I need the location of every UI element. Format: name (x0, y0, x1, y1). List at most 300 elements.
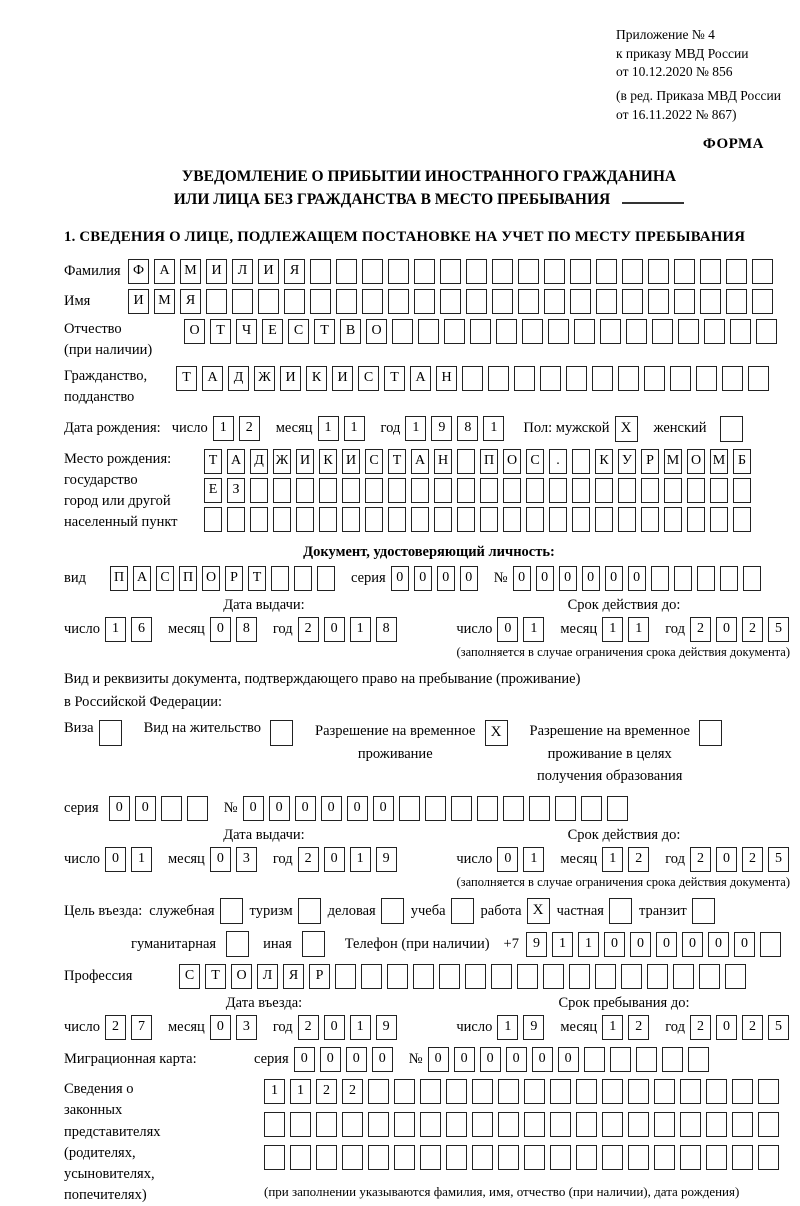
char-cell[interactable] (204, 507, 222, 532)
char-cell[interactable] (294, 566, 312, 591)
char-cell[interactable]: 0 (105, 847, 126, 872)
char-cell[interactable] (596, 259, 617, 284)
char-cell[interactable]: 0 (559, 566, 577, 591)
char-cell[interactable]: 1 (578, 932, 599, 957)
char-cell[interactable]: 0 (582, 566, 600, 591)
char-cell[interactable]: 0 (346, 1047, 367, 1072)
char-cell[interactable]: 0 (532, 1047, 553, 1072)
char-cell[interactable]: 1 (350, 1015, 371, 1040)
char-cell[interactable] (664, 478, 682, 503)
char-cell[interactable] (524, 1145, 545, 1170)
char-cell[interactable] (687, 507, 705, 532)
char-cell[interactable] (730, 319, 751, 344)
char-cell[interactable] (310, 289, 331, 314)
char-cell[interactable]: 8 (236, 617, 257, 642)
char-cell[interactable]: 2 (742, 617, 763, 642)
char-cell[interactable]: 1 (628, 617, 649, 642)
char-cell[interactable]: Р (641, 449, 659, 474)
char-cell[interactable]: С (288, 319, 309, 344)
char-cell[interactable]: И (128, 289, 149, 314)
char-cell[interactable]: З (227, 478, 245, 503)
char-cell[interactable] (526, 507, 544, 532)
char-cell[interactable]: 2 (239, 416, 260, 441)
char-cell[interactable] (621, 964, 642, 989)
char-cell[interactable]: 0 (243, 796, 264, 821)
char-cell[interactable]: 0 (558, 1047, 579, 1072)
char-cell[interactable] (492, 259, 513, 284)
char-cell[interactable] (388, 478, 406, 503)
char-cell[interactable] (756, 319, 777, 344)
char-cell[interactable] (518, 259, 539, 284)
char-cell[interactable] (316, 1145, 337, 1170)
char-cell[interactable] (466, 259, 487, 284)
char-cell[interactable]: 7 (131, 1015, 152, 1040)
char-cell[interactable] (674, 566, 692, 591)
char-cell[interactable] (733, 478, 751, 503)
char-cell[interactable] (394, 1079, 415, 1104)
char-cell[interactable] (566, 366, 587, 391)
char-cell[interactable] (678, 319, 699, 344)
char-cell[interactable] (654, 1112, 675, 1137)
char-cell[interactable] (596, 289, 617, 314)
char-cell[interactable]: 9 (526, 932, 547, 957)
char-cell[interactable] (446, 1145, 467, 1170)
char-cell[interactable]: 2 (690, 617, 711, 642)
char-cell[interactable] (572, 507, 590, 532)
char-cell[interactable] (361, 964, 382, 989)
char-cell[interactable] (569, 964, 590, 989)
char-cell[interactable]: 0 (135, 796, 156, 821)
char-cell[interactable]: 2 (316, 1079, 337, 1104)
char-cell[interactable]: 0 (294, 1047, 315, 1072)
char-cell[interactable] (480, 507, 498, 532)
char-cell[interactable] (362, 289, 383, 314)
char-cell[interactable]: 2 (628, 847, 649, 872)
char-cell[interactable] (651, 566, 669, 591)
char-cell[interactable] (498, 1079, 519, 1104)
char-cell[interactable] (752, 259, 773, 284)
char-cell[interactable] (700, 259, 721, 284)
char-cell[interactable] (572, 449, 590, 474)
char-cell[interactable]: О (687, 449, 705, 474)
char-cell[interactable]: 1 (483, 416, 504, 441)
char-cell[interactable]: О (184, 319, 205, 344)
char-cell[interactable]: Р (225, 566, 243, 591)
char-cell[interactable] (342, 507, 360, 532)
char-cell[interactable]: Т (210, 319, 231, 344)
char-cell[interactable] (336, 259, 357, 284)
char-cell[interactable]: 9 (376, 1015, 397, 1040)
char-cell[interactable] (365, 478, 383, 503)
char-cell[interactable] (628, 1112, 649, 1137)
char-cell[interactable]: 1 (602, 847, 623, 872)
sex-male-checkbox[interactable]: X (615, 416, 638, 442)
char-cell[interactable] (488, 366, 509, 391)
char-cell[interactable]: Ф (128, 259, 149, 284)
char-cell[interactable]: И (296, 449, 314, 474)
char-cell[interactable]: Р (309, 964, 330, 989)
char-cell[interactable]: 0 (210, 847, 231, 872)
purpose-humanitarian-checkbox[interactable] (226, 931, 249, 957)
char-cell[interactable] (544, 259, 565, 284)
char-cell[interactable]: Т (248, 566, 266, 591)
char-cell[interactable] (710, 507, 728, 532)
char-cell[interactable]: 0 (321, 796, 342, 821)
char-cell[interactable]: 0 (497, 847, 518, 872)
purpose-official-checkbox[interactable] (220, 898, 243, 924)
char-cell[interactable] (491, 964, 512, 989)
char-cell[interactable] (752, 289, 773, 314)
char-cell[interactable] (696, 366, 717, 391)
char-cell[interactable] (472, 1079, 493, 1104)
char-cell[interactable] (362, 259, 383, 284)
char-cell[interactable] (732, 1079, 753, 1104)
char-cell[interactable] (710, 478, 728, 503)
char-cell[interactable] (592, 366, 613, 391)
char-cell[interactable] (540, 366, 561, 391)
char-cell[interactable] (595, 507, 613, 532)
char-cell[interactable]: 2 (298, 617, 319, 642)
char-cell[interactable]: 2 (298, 847, 319, 872)
char-cell[interactable] (743, 566, 761, 591)
char-cell[interactable]: А (227, 449, 245, 474)
char-cell[interactable] (550, 1079, 571, 1104)
char-cell[interactable] (477, 796, 498, 821)
char-cell[interactable]: 0 (109, 796, 130, 821)
char-cell[interactable]: 1 (213, 416, 234, 441)
char-cell[interactable] (549, 507, 567, 532)
char-cell[interactable] (680, 1145, 701, 1170)
char-cell[interactable] (626, 319, 647, 344)
char-cell[interactable]: . (549, 449, 567, 474)
char-cell[interactable] (555, 796, 576, 821)
char-cell[interactable] (654, 1079, 675, 1104)
char-cell[interactable] (457, 478, 475, 503)
char-cell[interactable] (342, 1145, 363, 1170)
char-cell[interactable]: 0 (630, 932, 651, 957)
char-cell[interactable]: 0 (269, 796, 290, 821)
char-cell[interactable] (271, 566, 289, 591)
char-cell[interactable] (602, 1079, 623, 1104)
char-cell[interactable]: 0 (716, 617, 737, 642)
char-cell[interactable]: 1 (350, 847, 371, 872)
char-cell[interactable] (368, 1112, 389, 1137)
char-cell[interactable] (457, 449, 475, 474)
char-cell[interactable] (342, 478, 360, 503)
char-cell[interactable] (758, 1145, 779, 1170)
char-cell[interactable]: 0 (716, 1015, 737, 1040)
char-cell[interactable] (529, 796, 550, 821)
char-cell[interactable] (462, 366, 483, 391)
char-cell[interactable] (388, 259, 409, 284)
char-cell[interactable]: 0 (428, 1047, 449, 1072)
char-cell[interactable]: О (231, 964, 252, 989)
char-cell[interactable] (472, 1145, 493, 1170)
char-cell[interactable] (680, 1112, 701, 1137)
char-cell[interactable]: П (110, 566, 128, 591)
char-cell[interactable]: 1 (350, 617, 371, 642)
char-cell[interactable] (472, 1112, 493, 1137)
char-cell[interactable] (648, 259, 669, 284)
char-cell[interactable] (526, 478, 544, 503)
char-cell[interactable] (498, 1145, 519, 1170)
char-cell[interactable]: 1 (344, 416, 365, 441)
char-cell[interactable]: 1 (131, 847, 152, 872)
char-cell[interactable]: П (179, 566, 197, 591)
char-cell[interactable]: Т (384, 366, 405, 391)
char-cell[interactable]: 0 (391, 566, 409, 591)
char-cell[interactable] (550, 1112, 571, 1137)
char-cell[interactable]: О (202, 566, 220, 591)
char-cell[interactable]: 1 (497, 1015, 518, 1040)
char-cell[interactable] (674, 289, 695, 314)
char-cell[interactable] (706, 1145, 727, 1170)
char-cell[interactable] (732, 1145, 753, 1170)
char-cell[interactable] (628, 1145, 649, 1170)
char-cell[interactable] (264, 1145, 285, 1170)
char-cell[interactable] (574, 319, 595, 344)
char-cell[interactable] (319, 478, 337, 503)
char-cell[interactable] (706, 1079, 727, 1104)
char-cell[interactable]: И (332, 366, 353, 391)
char-cell[interactable] (296, 478, 314, 503)
char-cell[interactable] (319, 507, 337, 532)
char-cell[interactable] (434, 478, 452, 503)
char-cell[interactable] (726, 259, 747, 284)
char-cell[interactable] (576, 1112, 597, 1137)
char-cell[interactable] (673, 964, 694, 989)
char-cell[interactable] (503, 507, 521, 532)
char-cell[interactable]: 0 (536, 566, 554, 591)
char-cell[interactable]: 0 (372, 1047, 393, 1072)
char-cell[interactable]: 0 (324, 847, 345, 872)
char-cell[interactable]: С (365, 449, 383, 474)
char-cell[interactable]: 8 (457, 416, 478, 441)
char-cell[interactable] (440, 289, 461, 314)
char-cell[interactable] (576, 1079, 597, 1104)
purpose-study-checkbox[interactable] (451, 898, 474, 924)
char-cell[interactable] (524, 1112, 545, 1137)
char-cell[interactable]: Т (176, 366, 197, 391)
char-cell[interactable] (524, 1079, 545, 1104)
char-cell[interactable]: Ж (254, 366, 275, 391)
char-cell[interactable] (434, 507, 452, 532)
char-cell[interactable]: К (306, 366, 327, 391)
char-cell[interactable] (446, 1112, 467, 1137)
char-cell[interactable]: 0 (497, 617, 518, 642)
char-cell[interactable] (722, 366, 743, 391)
char-cell[interactable]: 0 (324, 617, 345, 642)
char-cell[interactable] (548, 319, 569, 344)
char-cell[interactable] (296, 507, 314, 532)
char-cell[interactable]: С (526, 449, 544, 474)
char-cell[interactable]: Л (232, 259, 253, 284)
char-cell[interactable] (699, 964, 720, 989)
char-cell[interactable] (187, 796, 208, 821)
char-cell[interactable] (636, 1047, 657, 1072)
char-cell[interactable]: Б (733, 449, 751, 474)
char-cell[interactable] (273, 507, 291, 532)
char-cell[interactable] (440, 259, 461, 284)
char-cell[interactable] (399, 796, 420, 821)
char-cell[interactable] (425, 796, 446, 821)
purpose-transit-checkbox[interactable] (692, 898, 715, 924)
char-cell[interactable]: У (618, 449, 636, 474)
char-cell[interactable]: М (710, 449, 728, 474)
char-cell[interactable] (758, 1112, 779, 1137)
char-cell[interactable] (725, 964, 746, 989)
char-cell[interactable] (258, 289, 279, 314)
char-cell[interactable]: Т (205, 964, 226, 989)
char-cell[interactable]: 0 (708, 932, 729, 957)
char-cell[interactable] (496, 319, 517, 344)
char-cell[interactable] (595, 478, 613, 503)
char-cell[interactable]: С (156, 566, 174, 591)
char-cell[interactable]: Н (434, 449, 452, 474)
char-cell[interactable]: 0 (656, 932, 677, 957)
char-cell[interactable] (662, 1047, 683, 1072)
char-cell[interactable]: А (411, 449, 429, 474)
char-cell[interactable] (470, 319, 491, 344)
char-cell[interactable] (748, 366, 769, 391)
char-cell[interactable]: 0 (716, 847, 737, 872)
char-cell[interactable]: 1 (318, 416, 339, 441)
char-cell[interactable] (411, 478, 429, 503)
char-cell[interactable]: Т (204, 449, 222, 474)
char-cell[interactable] (550, 1145, 571, 1170)
char-cell[interactable]: 1 (523, 617, 544, 642)
char-cell[interactable]: 9 (376, 847, 397, 872)
char-cell[interactable] (641, 478, 659, 503)
char-cell[interactable] (465, 964, 486, 989)
char-cell[interactable] (570, 289, 591, 314)
char-cell[interactable]: Н (436, 366, 457, 391)
char-cell[interactable]: 1 (105, 617, 126, 642)
char-cell[interactable]: 1 (523, 847, 544, 872)
char-cell[interactable] (518, 289, 539, 314)
purpose-business-checkbox[interactable] (381, 898, 404, 924)
char-cell[interactable]: 5 (768, 617, 789, 642)
char-cell[interactable]: 0 (513, 566, 531, 591)
char-cell[interactable]: А (202, 366, 223, 391)
char-cell[interactable]: 0 (324, 1015, 345, 1040)
char-cell[interactable]: И (342, 449, 360, 474)
char-cell[interactable] (654, 1145, 675, 1170)
purpose-other-checkbox[interactable] (302, 931, 325, 957)
sex-female-checkbox[interactable] (720, 416, 743, 442)
char-cell[interactable]: 0 (210, 1015, 231, 1040)
char-cell[interactable] (273, 478, 291, 503)
char-cell[interactable]: Е (204, 478, 222, 503)
char-cell[interactable] (680, 1079, 701, 1104)
char-cell[interactable] (618, 507, 636, 532)
char-cell[interactable] (227, 507, 245, 532)
char-cell[interactable] (522, 319, 543, 344)
char-cell[interactable] (387, 964, 408, 989)
char-cell[interactable] (232, 289, 253, 314)
char-cell[interactable] (572, 478, 590, 503)
char-cell[interactable]: 0 (437, 566, 455, 591)
visa-checkbox[interactable] (99, 720, 122, 746)
char-cell[interactable]: 8 (376, 617, 397, 642)
purpose-private-checkbox[interactable] (609, 898, 632, 924)
char-cell[interactable] (517, 964, 538, 989)
char-cell[interactable] (394, 1112, 415, 1137)
char-cell[interactable]: Ч (236, 319, 257, 344)
char-cell[interactable] (700, 289, 721, 314)
char-cell[interactable] (250, 507, 268, 532)
char-cell[interactable] (697, 566, 715, 591)
char-cell[interactable]: П (480, 449, 498, 474)
char-cell[interactable] (503, 478, 521, 503)
char-cell[interactable] (413, 964, 434, 989)
char-cell[interactable] (543, 964, 564, 989)
char-cell[interactable]: О (366, 319, 387, 344)
char-cell[interactable]: 0 (320, 1047, 341, 1072)
char-cell[interactable] (342, 1112, 363, 1137)
char-cell[interactable] (622, 289, 643, 314)
char-cell[interactable] (618, 366, 639, 391)
char-cell[interactable] (647, 964, 668, 989)
char-cell[interactable] (544, 289, 565, 314)
char-cell[interactable]: 0 (454, 1047, 475, 1072)
char-cell[interactable] (392, 319, 413, 344)
char-cell[interactable]: 2 (298, 1015, 319, 1040)
purpose-tourism-checkbox[interactable] (298, 898, 321, 924)
char-cell[interactable] (480, 478, 498, 503)
char-cell[interactable] (595, 964, 616, 989)
char-cell[interactable]: 0 (734, 932, 755, 957)
char-cell[interactable]: 0 (210, 617, 231, 642)
char-cell[interactable]: 5 (768, 847, 789, 872)
char-cell[interactable] (570, 259, 591, 284)
temp-residence-edu-checkbox[interactable] (699, 720, 722, 746)
char-cell[interactable] (420, 1112, 441, 1137)
char-cell[interactable]: М (154, 289, 175, 314)
char-cell[interactable] (414, 289, 435, 314)
char-cell[interactable]: 1 (602, 1015, 623, 1040)
char-cell[interactable]: 2 (105, 1015, 126, 1040)
char-cell[interactable] (250, 478, 268, 503)
char-cell[interactable] (335, 964, 356, 989)
char-cell[interactable] (726, 289, 747, 314)
char-cell[interactable] (733, 507, 751, 532)
char-cell[interactable] (628, 1079, 649, 1104)
purpose-work-checkbox[interactable]: X (527, 898, 550, 924)
char-cell[interactable] (503, 796, 524, 821)
char-cell[interactable] (674, 259, 695, 284)
char-cell[interactable] (161, 796, 182, 821)
char-cell[interactable]: 0 (414, 566, 432, 591)
char-cell[interactable] (670, 366, 691, 391)
char-cell[interactable] (310, 259, 331, 284)
char-cell[interactable]: 2 (690, 847, 711, 872)
char-cell[interactable] (760, 932, 781, 957)
char-cell[interactable] (581, 796, 602, 821)
char-cell[interactable]: 0 (682, 932, 703, 957)
char-cell[interactable] (466, 289, 487, 314)
char-cell[interactable]: 5 (768, 1015, 789, 1040)
temp-residence-checkbox[interactable]: X (485, 720, 508, 746)
char-cell[interactable]: 9 (523, 1015, 544, 1040)
char-cell[interactable] (652, 319, 673, 344)
char-cell[interactable]: 0 (604, 932, 625, 957)
char-cell[interactable] (420, 1079, 441, 1104)
char-cell[interactable] (607, 796, 628, 821)
char-cell[interactable] (439, 964, 460, 989)
char-cell[interactable] (732, 1112, 753, 1137)
char-cell[interactable]: Е (262, 319, 283, 344)
